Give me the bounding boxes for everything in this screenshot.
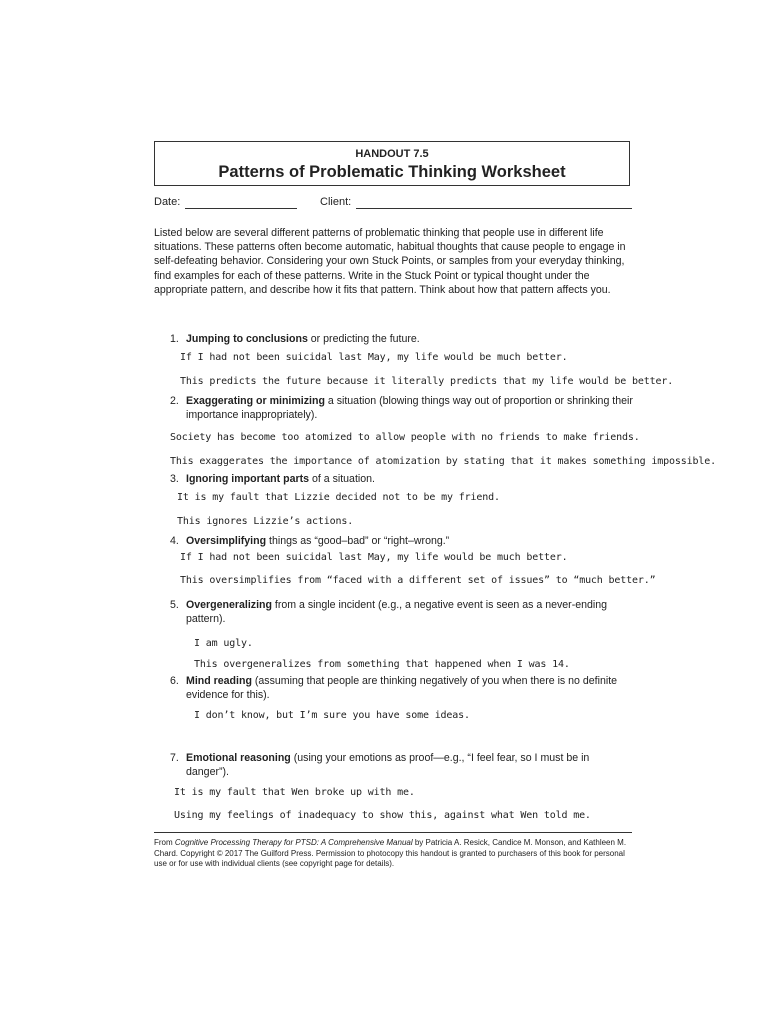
worksheet-title: Patterns of Problematic Thinking Worksheet [218,163,566,181]
explanation-1: This predicts the future because it literally predicts that my life would be better. [180,376,674,387]
item-number: 4. [170,535,179,547]
pattern-item-2 [170,394,635,422]
date-field[interactable] [185,208,297,209]
pattern-description: a situation (blowing things way out of proportion or shrinking their importance inappropriately). [186,395,633,421]
stuck-point-5: I am ugly. [194,638,253,649]
stuck-point-2: Society has become too atomized to allow people with no friends to make friends. [170,432,640,443]
footer-suffix: by Patricia A. Resick, Candice M. Monson, and Kathleen M. Chard. Copyright © 2017 The Guilford Press. Permission to photocopy this handout is granted to purchasers of this book for personal use or for use with individual clients (see copyright page for details). [154,838,627,868]
pattern-description: from a single incident (e.g., a negative event is seen as a never-ending pattern). [186,599,608,625]
stuck-point-3: It is my fault that Lizzie decided not to be my friend. [177,492,500,503]
pattern-name: Jumping to conclusions [186,333,308,345]
item-number: 5. [170,599,179,611]
pattern-description: things as “good–bad” or “right–wrong.” [266,535,450,547]
pattern-name: Overgeneralizing [186,599,272,611]
pattern-item-1 [170,332,635,346]
item-number: 7. [170,752,179,764]
pattern-item-7 [170,751,635,779]
explanation-3: This ignores Lizzie’s actions. [177,516,354,527]
pattern-name: Emotional reasoning [186,752,291,764]
pattern-description: of a situation. [309,473,375,485]
footer-divider [154,832,632,833]
footer-prefix: From [154,838,175,847]
stuck-point-1: If I had not been suicidal last May, my life would be much better. [180,352,568,363]
handout-label: HANDOUT 7.5 [355,148,429,160]
pattern-name: Ignoring important parts [186,473,310,485]
item-number: 6. [170,675,179,687]
pattern-name: Mind reading [186,675,252,687]
stuck-point-6: I don’t know, but I’m sure you have some ideas. [194,710,470,721]
book-title: Cognitive Processing Therapy for PTSD: A Comprehensive Manual [174,838,413,847]
pattern-item-6 [170,674,635,702]
explanation-7: Using my feelings of inadequacy to show this, against what Wen told me. [174,810,591,821]
item-number: 1. [170,333,179,345]
intro-paragraph: Listed below are several different patterns of problematic thinking that people use in different life situations. These patterns often become automatic, habitual thoughts that cause people to engage in self-defeating behavior. Considering your own Stuck Points, or samples from your everyday thinking, find examples for each of these patterns. Write in the Stuck Point or typical thought under the appropriate pattern, and describe how it fits that pattern. Think about how that pattern affects you. [154,227,626,296]
pattern-name: Exaggerating or minimizing [186,395,325,407]
client-field[interactable] [356,208,632,209]
pattern-description: (assuming that people are thinking negatively of you when there is no definite evidence for this). [186,675,618,701]
explanation-4: This oversimplifies from “faced with a different set of issues” to “much better.” [180,575,656,586]
handout-header [154,141,630,186]
pattern-description: (using your emotions as proof—e.g., “I feel fear, so I must be in danger”). [186,752,590,778]
stuck-point-4: If I had not been suicidal last May, my life would be much better. [180,552,568,563]
pattern-item-5 [170,598,635,626]
client-label: Client: [320,196,352,208]
explanation-2: This exaggerates the importance of atomization by stating that it makes something impossible. [170,456,716,467]
item-number: 2. [170,395,179,407]
explanation-5: This overgeneralizes from something that happened when I was 14. [194,659,570,670]
date-label: Date: [154,196,181,208]
pattern-item-4 [170,534,635,548]
pattern-item-3 [170,472,635,486]
pattern-name: Oversimplifying [186,535,267,547]
stuck-point-7: It is my fault that Wen broke up with me. [174,787,415,798]
item-number: 3. [170,473,179,485]
pattern-description: or predicting the future. [307,333,420,345]
copyright-footer [154,838,634,870]
